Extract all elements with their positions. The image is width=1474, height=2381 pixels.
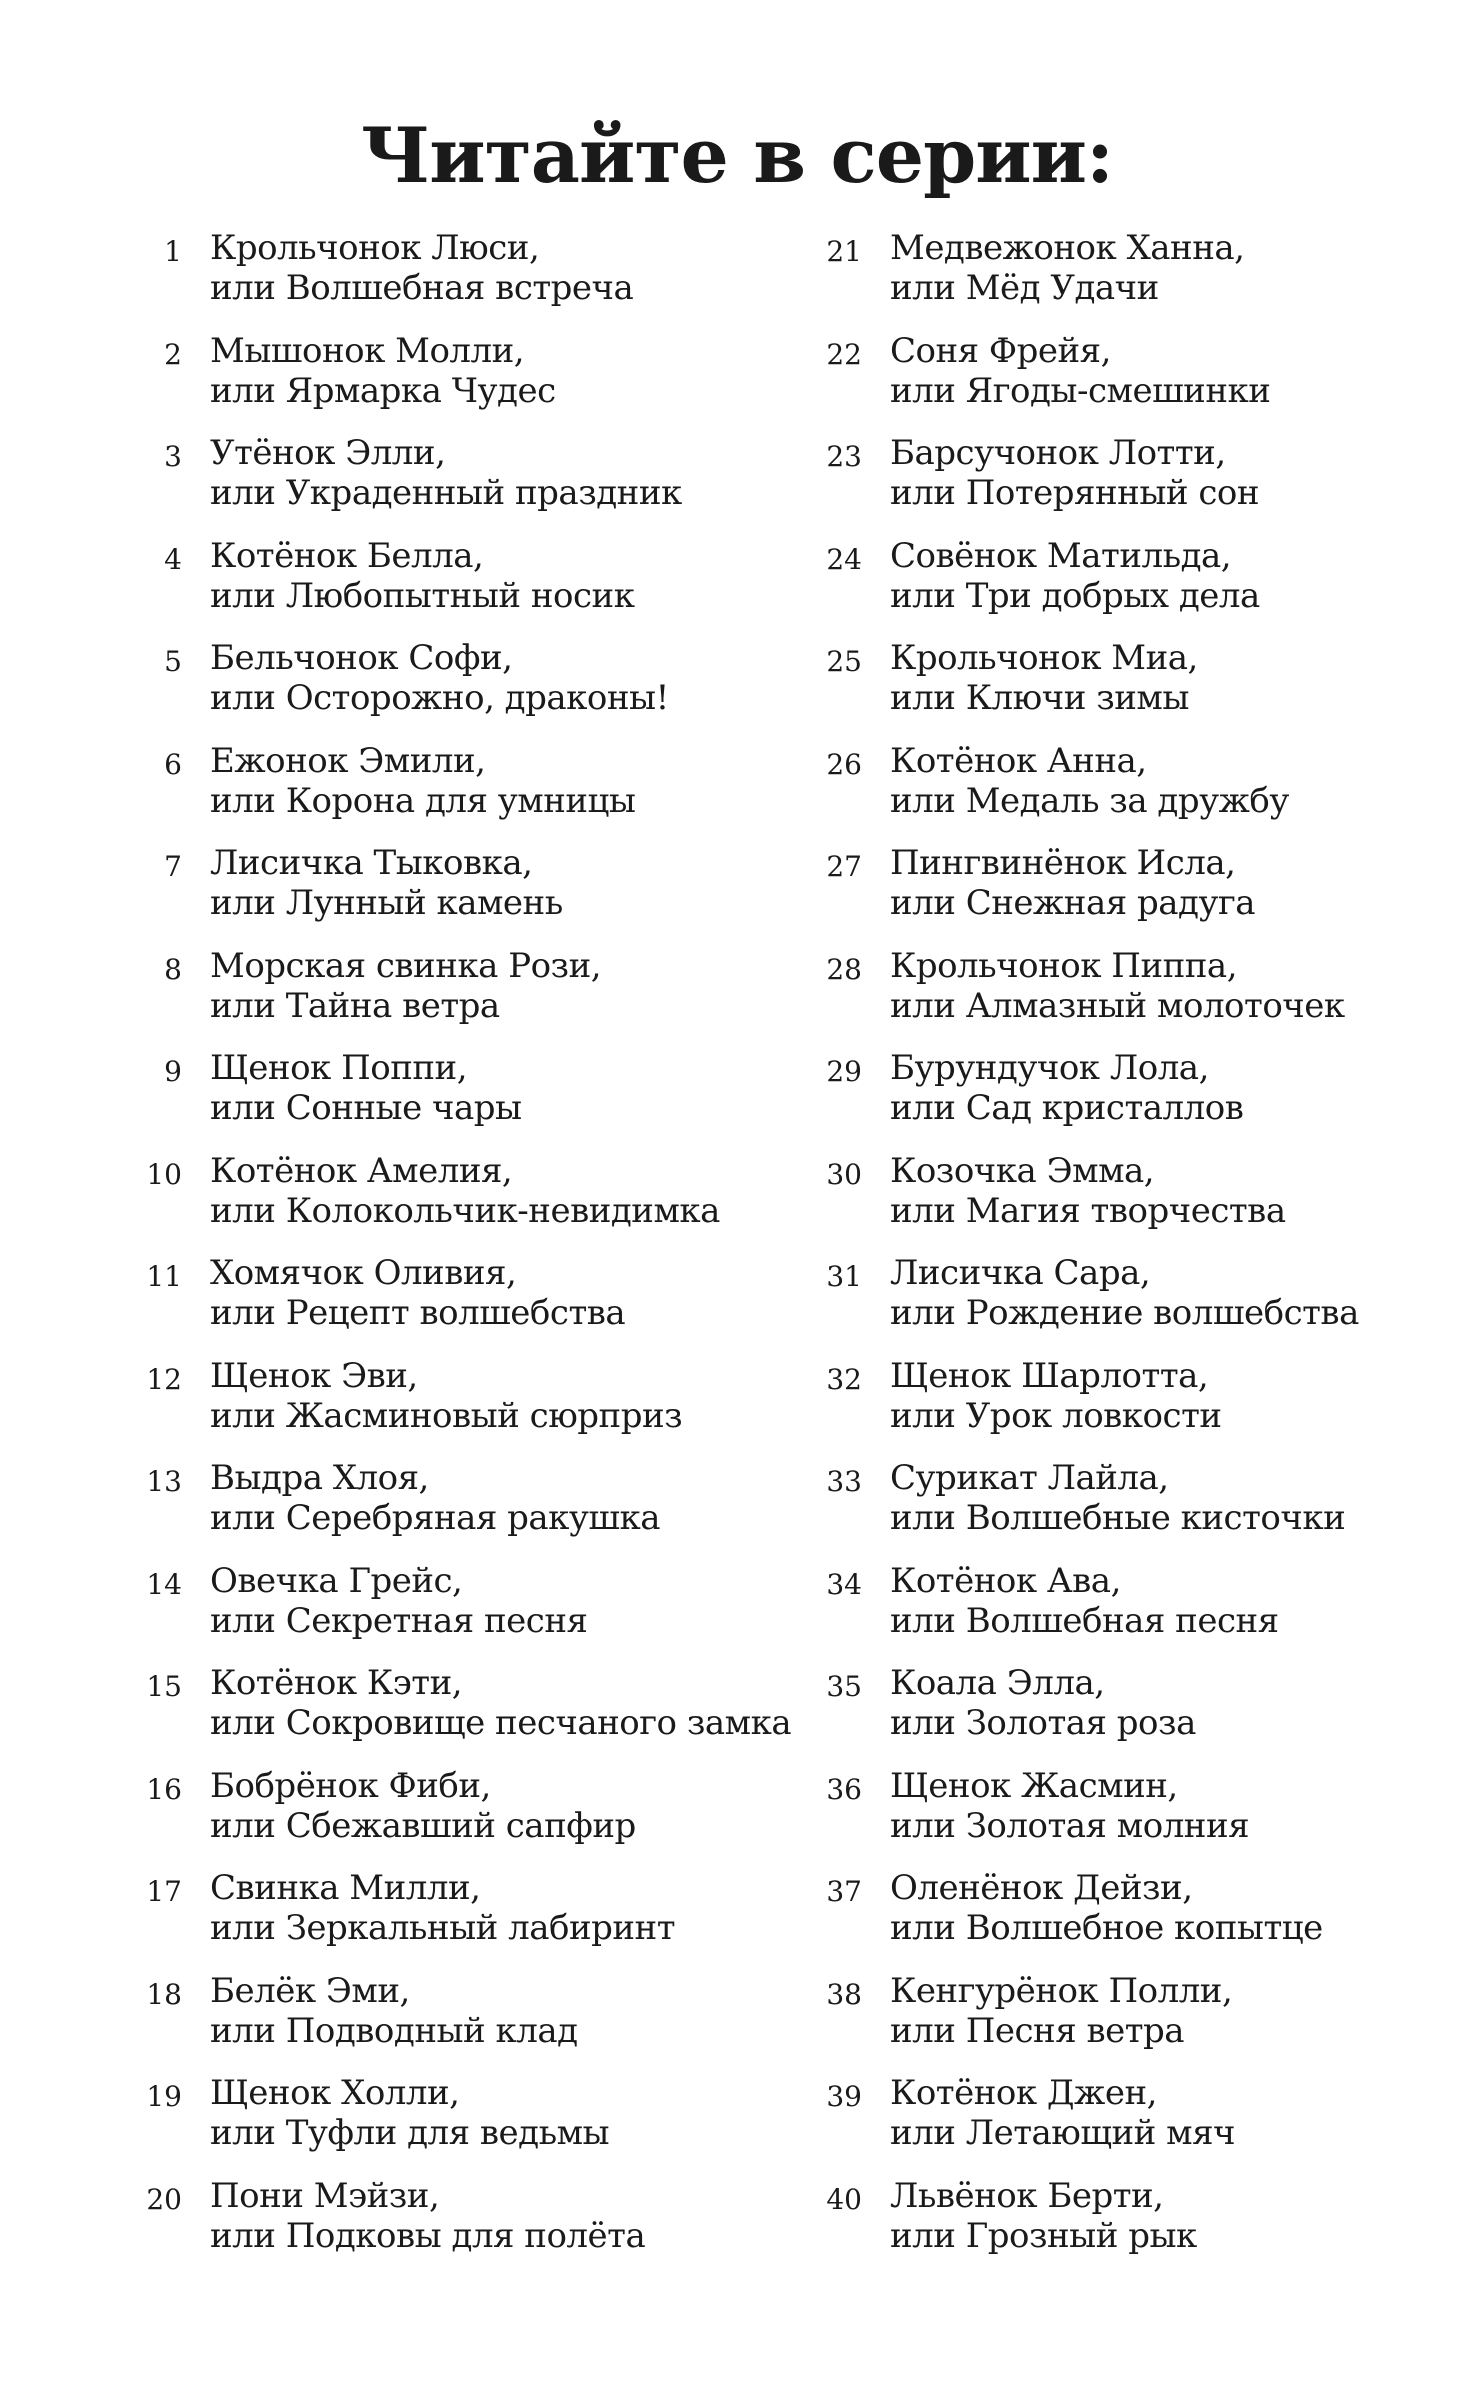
book-number: 13 <box>146 1465 182 1498</box>
book-title: Щенок Поппи, <box>210 1048 468 1088</box>
book-subtitle: или Урок ловкости <box>890 1395 1222 1436</box>
book-title: Соня Фрейя, <box>890 330 1111 371</box>
book-title: Бурундучок Лола, <box>890 1048 1209 1088</box>
book-title: Сурикат Лайла, <box>890 1458 1169 1498</box>
book-number: 24 <box>826 542 862 576</box>
list-item <box>810 843 1474 946</box>
book-subtitle: или Алмазный молоточек <box>890 985 1345 1026</box>
book-title: Морская свинка Рози, <box>210 945 602 986</box>
book-subtitle: или Снежная радуга <box>890 883 1256 923</box>
book-subtitle: или Секретная песня <box>210 1600 588 1641</box>
book-number: 20 <box>146 2182 182 2216</box>
book-number: 14 <box>146 1567 182 1601</box>
book-number: 37 <box>826 1875 862 1908</box>
list-item <box>810 1048 1474 1151</box>
book-subtitle: или Волшебные кисточки <box>890 1498 1346 1538</box>
book-title: Бельчонок Софи, <box>210 638 513 678</box>
book-number: 28 <box>826 952 862 986</box>
list-item <box>810 1766 1474 1869</box>
book-title: Мышонок Молли, <box>210 330 525 371</box>
book-subtitle: или Волшебная песня <box>890 1600 1279 1641</box>
book-number: 10 <box>146 1157 182 1191</box>
book-number: 27 <box>826 850 862 883</box>
list-item <box>810 2073 1474 2176</box>
book-number: 8 <box>164 952 182 986</box>
book-number: 5 <box>164 645 182 678</box>
book-subtitle: или Мёд Удачи <box>890 268 1159 308</box>
book-number: 4 <box>164 542 182 576</box>
list-item <box>130 331 810 434</box>
list-item <box>130 1356 810 1459</box>
book-title: Свинка Милли, <box>210 1868 481 1908</box>
list-item <box>810 1971 1474 2074</box>
book-subtitle: или Грозный рык <box>890 2215 1197 2256</box>
book-subtitle: или Колокольчик-невидимка <box>210 1190 720 1231</box>
book-number: 21 <box>826 235 862 268</box>
book-title: Коала Элла, <box>890 1663 1105 1703</box>
book-subtitle: или Сбежавший сапфир <box>210 1805 636 1846</box>
book-number: 9 <box>164 1055 182 1088</box>
book-subtitle: или Сад кристаллов <box>890 1088 1244 1128</box>
list-item <box>810 1151 1474 1254</box>
list-item <box>130 2073 810 2176</box>
book-title: Котёнок Амелия, <box>210 1150 513 1191</box>
book-subtitle: или Зеркальный лабиринт <box>210 1908 676 1948</box>
book-subtitle: или Волшебная встреча <box>210 268 634 308</box>
book-title: Щенок Холли, <box>210 2073 460 2113</box>
book-number: 2 <box>164 337 182 371</box>
book-subtitle: или Летающий мяч <box>890 2113 1236 2153</box>
list-item <box>130 433 810 536</box>
book-subtitle: или Лунный камень <box>210 883 563 923</box>
book-number: 33 <box>826 1465 862 1498</box>
book-title: Выдра Хлоя, <box>210 1458 429 1498</box>
book-number: 23 <box>826 440 862 473</box>
list-item <box>810 946 1474 1049</box>
book-number: 7 <box>164 850 182 883</box>
list-item <box>130 843 810 946</box>
list-item <box>810 1868 1474 1971</box>
book-title: Овечка Грейс, <box>210 1560 463 1601</box>
book-number: 38 <box>826 1977 862 2011</box>
book-subtitle: или Тайна ветра <box>210 985 500 1026</box>
book-title: Котёнок Анна, <box>890 740 1147 781</box>
book-subtitle: или Золотая роза <box>890 1703 1196 1743</box>
book-subtitle: или Украденный праздник <box>210 473 682 513</box>
book-subtitle: или Потерянный сон <box>890 473 1260 513</box>
book-subtitle: или Рождение волшебства <box>890 1293 1359 1333</box>
book-number: 15 <box>146 1670 182 1703</box>
list-item <box>130 1151 810 1254</box>
book-title: Котёнок Белла, <box>210 535 484 576</box>
list-item <box>130 1971 810 2074</box>
list-item <box>810 1663 1474 1766</box>
book-subtitle: или Ключи зимы <box>890 678 1189 718</box>
book-subtitle: или Осторожно, драконы! <box>210 678 669 718</box>
book-subtitle: или Магия творчества <box>890 1190 1286 1231</box>
book-list-left <box>130 228 810 2278</box>
book-subtitle: или Волшебное копытце <box>890 1908 1323 1948</box>
book-subtitle: или Туфли для ведьмы <box>210 2113 610 2153</box>
book-number: 22 <box>826 337 862 371</box>
book-title: Крольчонок Люси, <box>210 228 540 268</box>
list-item <box>130 536 810 639</box>
book-number: 17 <box>146 1875 182 1908</box>
book-number: 3 <box>164 440 182 473</box>
book-title: Пони Мэйзи, <box>210 2175 440 2216</box>
page-title: Читайте в серии: <box>360 111 1114 200</box>
list-item <box>130 1048 810 1151</box>
list-item <box>130 1766 810 1869</box>
book-title: Хомячок Оливия, <box>210 1253 517 1293</box>
list-item <box>810 1561 1474 1664</box>
book-number: 18 <box>146 1977 182 2011</box>
book-title: Совёнок Матильда, <box>890 535 1232 576</box>
book-title: Котёнок Джен, <box>890 2073 1157 2113</box>
book-subtitle: или Подковы для полёта <box>210 2215 646 2256</box>
book-number: 12 <box>146 1362 182 1396</box>
book-subtitle: или Золотая молния <box>890 1805 1250 1846</box>
book-subtitle: или Медаль за дружбу <box>890 780 1289 821</box>
book-subtitle: или Ярмарка Чудес <box>210 370 556 411</box>
list-item <box>810 1356 1474 1459</box>
book-title: Козочка Эмма, <box>890 1150 1155 1191</box>
book-subtitle: или Сонные чары <box>210 1088 522 1128</box>
book-title: Кенгурёнок Полли, <box>890 1970 1233 2011</box>
book-subtitle: или Корона для умницы <box>210 780 636 821</box>
book-number: 30 <box>826 1157 862 1191</box>
list-item <box>810 638 1474 741</box>
book-number: 36 <box>826 1772 862 1806</box>
list-item <box>810 536 1474 639</box>
book-title: Ежонок Эмили, <box>210 740 486 781</box>
book-title: Барсучонок Лотти, <box>890 433 1226 473</box>
book-subtitle: или Ягоды-смешинки <box>890 370 1271 411</box>
book-title: Оленёнок Дейзи, <box>890 1868 1193 1908</box>
list-item <box>810 433 1474 536</box>
book-title: Утёнок Элли, <box>210 433 446 473</box>
book-number: 11 <box>146 1260 182 1293</box>
list-item <box>130 1561 810 1664</box>
list-item <box>130 1458 810 1561</box>
book-title: Медвежонок Ханна, <box>890 228 1245 268</box>
book-subtitle: или Песня ветра <box>890 2010 1185 2051</box>
book-title: Щенок Жасмин, <box>890 1765 1178 1806</box>
book-title: Щенок Шарлотта, <box>890 1355 1209 1396</box>
book-number: 34 <box>826 1567 862 1601</box>
book-number: 26 <box>826 747 862 781</box>
book-subtitle: или Три добрых дела <box>890 575 1260 616</box>
list-item <box>810 741 1474 844</box>
book-subtitle: или Подводный клад <box>210 2010 578 2051</box>
book-subtitle: или Любопытный носик <box>210 575 635 616</box>
book-title: Котёнок Ава, <box>890 1560 1121 1601</box>
book-title: Лисичка Тыковка, <box>210 843 533 883</box>
list-item <box>810 228 1474 331</box>
book-number: 16 <box>146 1772 182 1806</box>
list-item <box>130 228 810 331</box>
list-item <box>130 638 810 741</box>
book-subtitle: или Жасминовый сюрприз <box>210 1395 683 1436</box>
list-item <box>130 1663 810 1766</box>
list-item <box>130 2176 810 2279</box>
list-item <box>130 1253 810 1356</box>
book-title: Львёнок Берти, <box>890 2175 1164 2216</box>
list-item <box>810 1253 1474 1356</box>
book-title: Крольчонок Миа, <box>890 638 1198 678</box>
book-title: Лисичка Сара, <box>890 1253 1151 1293</box>
book-subtitle: или Рецепт волшебства <box>210 1293 626 1333</box>
book-number: 1 <box>164 235 182 268</box>
book-number: 40 <box>826 2182 862 2216</box>
list-item <box>810 331 1474 434</box>
list-item <box>130 741 810 844</box>
book-number: 39 <box>826 2080 862 2113</box>
list-item <box>810 2176 1474 2279</box>
book-number: 35 <box>826 1670 862 1703</box>
book-title: Бобрёнок Фиби, <box>210 1765 491 1806</box>
book-title: Котёнок Кэти, <box>210 1663 463 1703</box>
list-item <box>130 1868 810 1971</box>
book-number: 6 <box>164 747 182 781</box>
book-number: 19 <box>146 2080 182 2113</box>
book-number: 31 <box>826 1260 862 1293</box>
book-number: 25 <box>826 645 862 678</box>
book-number: 32 <box>826 1362 862 1396</box>
book-list-right <box>810 228 1474 2278</box>
book-subtitle: или Серебряная ракушка <box>210 1498 661 1538</box>
book-title: Крольчонок Пиппа, <box>890 945 1238 986</box>
book-number: 29 <box>826 1055 862 1088</box>
list-item <box>810 1458 1474 1561</box>
book-title: Щенок Эви, <box>210 1355 418 1396</box>
book-title: Пингвинёнок Исла, <box>890 843 1236 883</box>
book-title: Белёк Эми, <box>210 1970 410 2011</box>
list-item <box>130 946 810 1049</box>
book-subtitle: или Сокровище песчаного замка <box>210 1703 792 1743</box>
